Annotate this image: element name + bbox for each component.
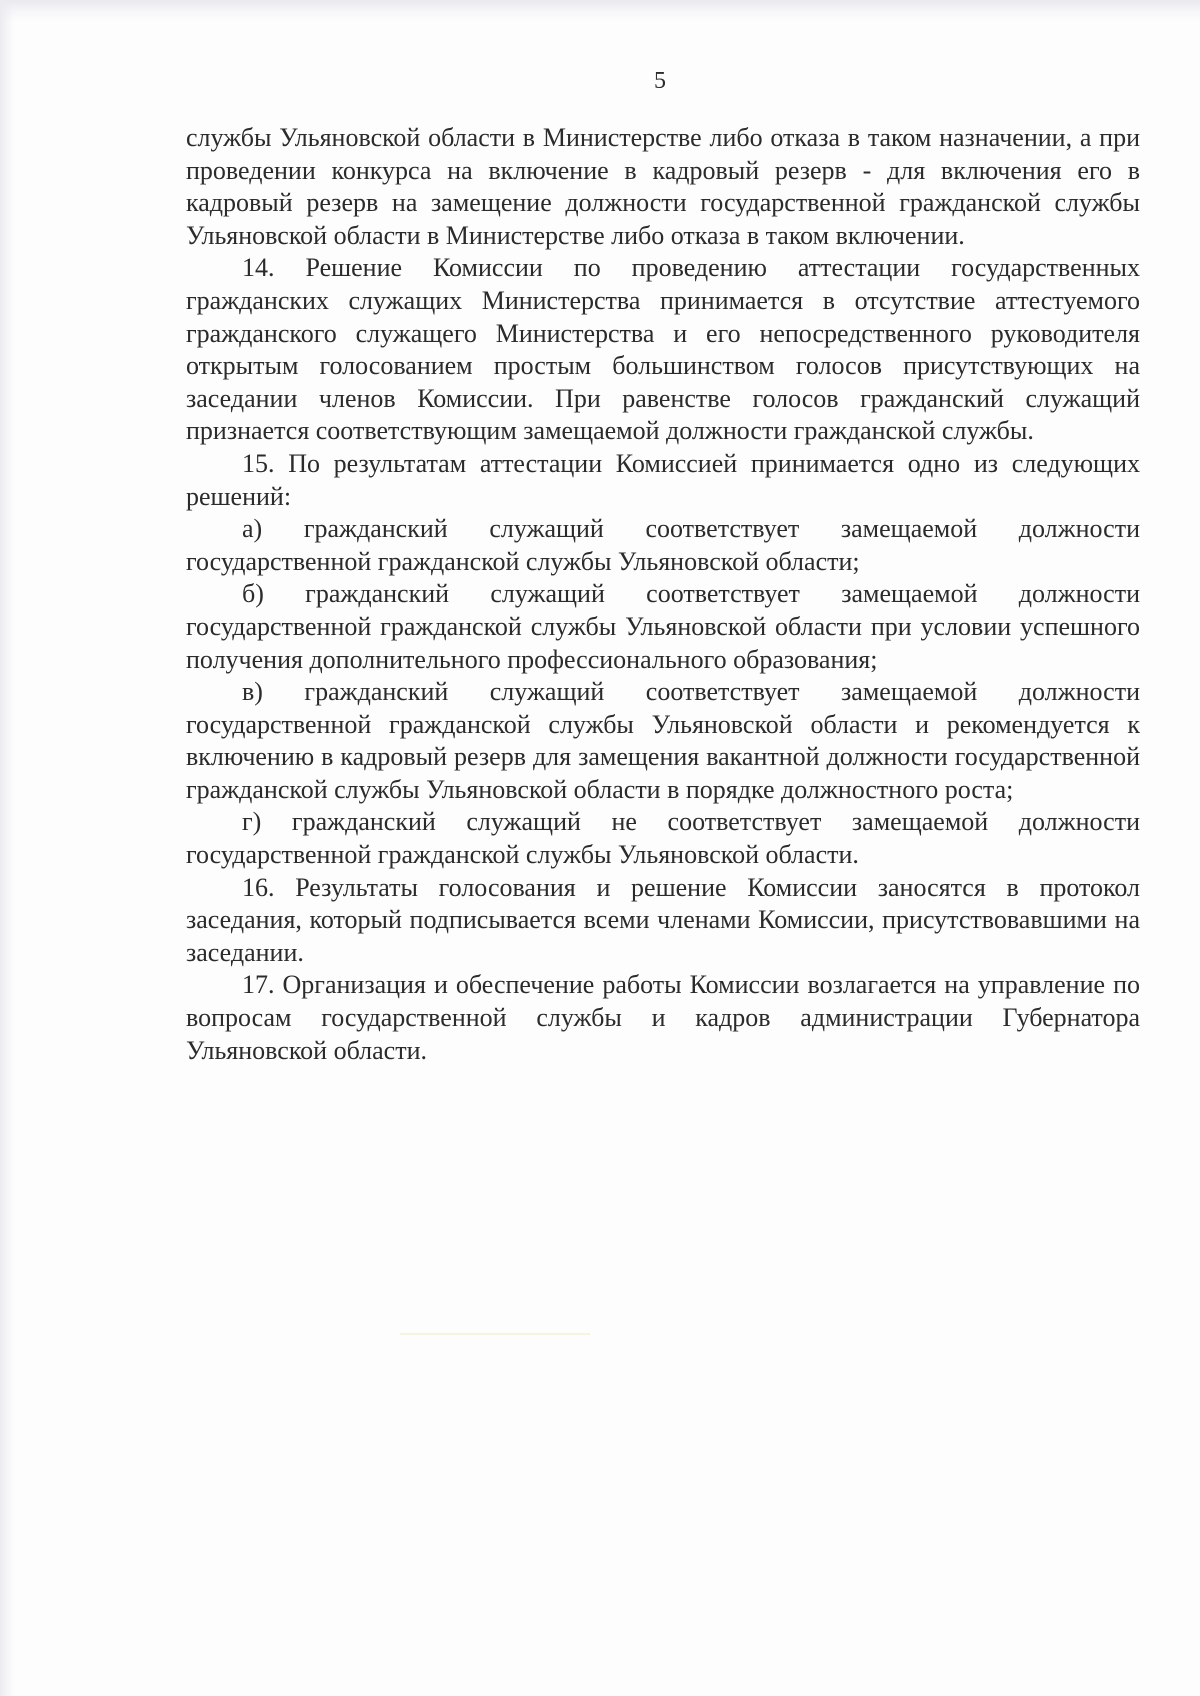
scan-edge-top <box>0 0 1200 22</box>
paragraph-item-15: 15. По результатам аттестации Комиссией принимается одно из следующих решений: <box>186 448 1140 511</box>
paragraph-item-16: 16. Результаты голосования и решение Комиссии заносятся в протокол заседания, который подписывается всеми членами Комиссии, присутствовавшими на заседании. <box>186 872 1140 967</box>
paragraph-continuation: службы Ульяновской области в Министерстве либо отказа в таком назначении, а при проведении конкурса на включение в кадровый резерв - для включения его в кадровый резерв на замещение должности государственной гражданской службы Ульяновской области в Министерстве либо отказа в таком включении. <box>186 123 1140 250</box>
page-number: 5 <box>654 68 666 94</box>
paragraph-subitem-v: в) гражданский служащий соответствует замещаемой должности государственной гражданской службы Ульяновской области и рекомендуется к включению в кадровый резерв для замещения вакантной должности государственной гражданской службы Ульяновской области в порядке должностного роста; <box>186 677 1140 804</box>
paragraph-subitem-b: б) гражданский служащий соответствует замещаемой должности государственной гражданской службы Ульяновской области при условии успешного получения дополнительного профессионального образования; <box>186 579 1140 674</box>
paragraph-subitem-g: г) гражданский служащий не соответствует замещаемой должности государственной гражданской службы Ульяновской области. <box>186 807 1140 870</box>
scan-artifact <box>400 1333 590 1335</box>
paragraph-item-14: 14. Решение Комиссии по проведению аттестации государственных гражданских служащих Министерства принимается в отсутствие аттестуемого гражданского служащего Министерства и его непосредственного руководителя открытым голосованием простым большинством голосов присутствующих на заседании членов Комиссии. При равенстве голосов гражданский служащий признается соответствующим замещаемой должности гражданской службы. <box>186 253 1140 446</box>
scan-edge-left <box>0 0 14 1696</box>
document-body <box>186 122 1140 1067</box>
paragraph-subitem-a: а) гражданский служащий соответствует замещаемой должности государственной гражданской службы Ульяновской области; <box>186 514 1140 576</box>
paragraph-item-17: 17. Организация и обеспечение работы Комиссии возлагается на управление по вопросам государственной службы и кадров администрации Губернатора Ульяновской области. <box>186 970 1140 1065</box>
